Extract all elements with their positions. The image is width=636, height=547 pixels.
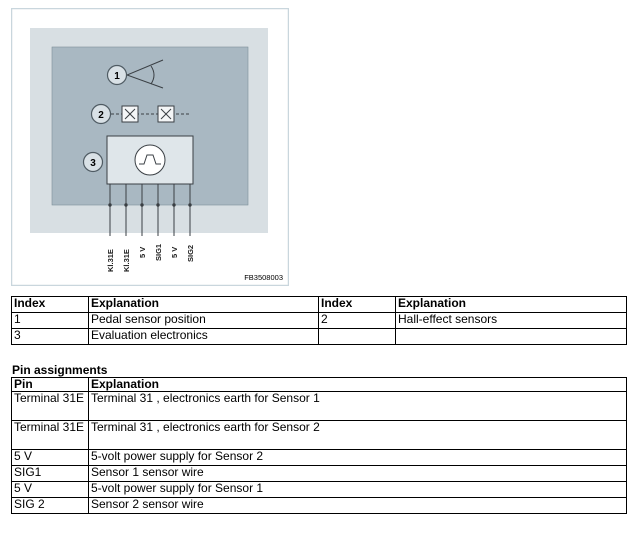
pin-label: 5 V xyxy=(138,246,147,258)
table-row xyxy=(12,421,627,450)
header-cell: Explanation xyxy=(396,297,627,313)
svg-text:2: 2 xyxy=(98,110,104,121)
table-cell: Sensor 2 sensor wire xyxy=(89,498,627,514)
header-cell: Index xyxy=(319,297,396,313)
table-cell: 3 xyxy=(12,329,89,345)
table-cell: SIG1 xyxy=(12,466,89,482)
table-cell: 5-volt power supply for Sensor 1 xyxy=(89,482,627,498)
sensor-diagram xyxy=(11,8,289,286)
table-row xyxy=(12,482,627,498)
table-row xyxy=(12,329,627,345)
pin-label: SIG1 xyxy=(154,243,163,261)
table-cell: SIG 2 xyxy=(12,498,89,514)
table-cell: Terminal 31 , electronics earth for Sensor 1 xyxy=(89,392,627,421)
table-cell: Terminal 31E xyxy=(12,421,89,450)
header-cell: Index xyxy=(12,297,89,313)
table-cell xyxy=(319,329,396,345)
table-cell: 5 V xyxy=(12,450,89,466)
pin-label: 5 V xyxy=(170,246,179,258)
table-cell: 5-volt power supply for Sensor 2 xyxy=(89,450,627,466)
table-cell: Terminal 31 , electronics earth for Sensor 2 xyxy=(89,421,627,450)
pin-assignments-table xyxy=(11,377,627,514)
svg-text:1: 1 xyxy=(114,71,120,82)
evaluation-electronics-box xyxy=(107,136,193,184)
table-cell: Pedal sensor position xyxy=(89,313,319,329)
header-cell: Explanation xyxy=(89,297,319,313)
pin-assignments-title: Pin assignments xyxy=(12,363,108,377)
index-table xyxy=(11,296,627,345)
header-cell: Pin xyxy=(12,378,89,392)
callout-2 xyxy=(92,105,111,124)
table-row xyxy=(12,313,627,329)
figure-code: FB3508003 xyxy=(244,273,283,282)
pin-label: SIG2 xyxy=(186,244,195,262)
callout-1 xyxy=(108,66,127,85)
table-cell: 2 xyxy=(319,313,396,329)
callout-3 xyxy=(84,153,103,172)
svg-text:3: 3 xyxy=(90,158,96,169)
table-cell: Hall-effect sensors xyxy=(396,313,627,329)
table-cell xyxy=(396,329,627,345)
table-cell: 5 V xyxy=(12,482,89,498)
pin-label: Kl.31E xyxy=(106,249,115,272)
table-row xyxy=(12,392,627,421)
table-header-row xyxy=(12,378,627,392)
header-cell: Explanation xyxy=(89,378,627,392)
table-cell: Sensor 1 sensor wire xyxy=(89,466,627,482)
table-row xyxy=(12,498,627,514)
table-row xyxy=(12,466,627,482)
table-row xyxy=(12,450,627,466)
table-cell: 1 xyxy=(12,313,89,329)
table-cell: Terminal 31E xyxy=(12,392,89,421)
pin-label: Kl.31E xyxy=(122,249,131,272)
table-header-row xyxy=(12,297,627,313)
table-cell: Evaluation electronics xyxy=(89,329,319,345)
